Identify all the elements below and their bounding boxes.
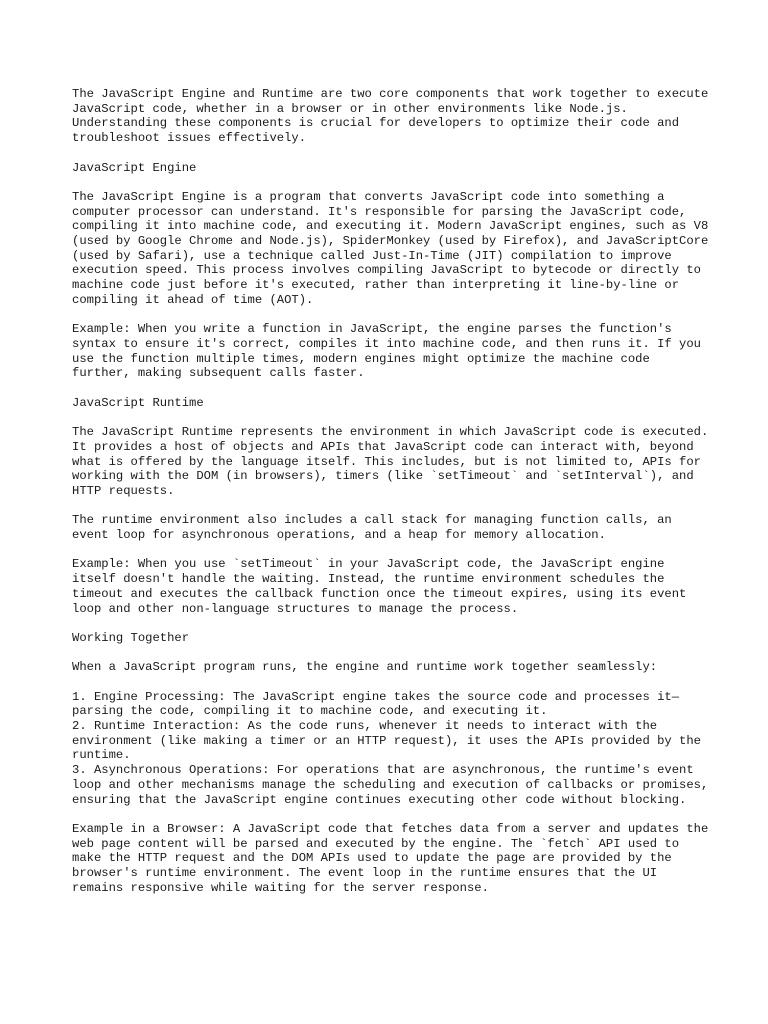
together-intro-paragraph: When a JavaScript program runs, the engine and runtime work together seamlessly: [72, 660, 658, 675]
runtime-components-paragraph: The runtime environment also includes a call stack for managing function calls, an event loop for asynchronous operations, and a heap for memory allocation. [72, 513, 672, 542]
runtime-heading: JavaScript Runtime [72, 395, 204, 410]
list-item: 1. Engine Processing: The JavaScript engine takes the source code and processes it—parsing the code, compiling it to machine code, and executing it. [72, 689, 680, 719]
engine-paragraph: The JavaScript Engine is a program that converts JavaScript code into something a computer processor can understand. It's responsible for parsing the JavaScript code, compiling it into machine code, and executing it. Modern JavaScript engines, such as V8 (used by Google Chrome and Node.js), SpiderMonkey (used by Firefox), and JavaScriptCore (used by Safari), use a technique called Just-In-Time (JIT) compilation to improve execution speed. This process involves compiling JavaScript to bytecode or directly to machine code just before it's executed, rather than interpreting it line-by-line or compiling it ahead of time (AOT). [72, 189, 709, 307]
runtime-example-paragraph: Example: When you use `setTimeout` in your JavaScript code, the JavaScript engine itself doesn't handle the waiting. Instead, the runtime environment schedules the timeout and executes the callback function once the timeout expires, using its event loop and other non-language structures to manage the process. [72, 557, 687, 616]
document-page [72, 87, 712, 910]
intro-paragraph: The JavaScript Engine and Runtime are two core components that work together to execute JavaScript code, whether in a browser or in other environments like Node.js. Understanding these components is crucial for developers to optimize their code and troubleshoot issues effectively. [72, 87, 709, 146]
steps-list [72, 690, 712, 808]
browser-example-paragraph: Example in a Browser: A JavaScript code that fetches data from a server and updates the web page content will be parsed and executed by the engine. The `fetch` API used to make the HTTP request and the DOM APIs used to update the page are provided by the browser's runtime environment. The event loop in the runtime ensures that the UI remains responsive while waiting for the server response. [72, 821, 709, 895]
list-item: 2. Runtime Interaction: As the code runs, whenever it needs to interact with the environment (like making a timer or an HTTP request), it uses the APIs provided by the runtime. [72, 719, 701, 763]
runtime-paragraph: The JavaScript Runtime represents the environment in which JavaScript code is executed. It provides a host of objects and APIs that JavaScript code can interact with, beyond what is offered by the language itself. This includes, but is not limited to, APIs for working with the DOM (in browsers), timers (like `setTimeout` and `setInterval`), and HTTP requests. [72, 425, 709, 498]
engine-heading: JavaScript Engine [72, 160, 197, 175]
engine-example-paragraph: Example: When you write a function in JavaScript, the engine parses the function's syntax to ensure it's correct, compiles it into machine code, and then runs it. If you use the function multiple times, modern engines might optimize the machine code further, making subsequent calls faster. [72, 322, 701, 381]
list-item: 3. Asynchronous Operations: For operations that are asynchronous, the runtime's event loop and other mechanisms manage the scheduling and execution of callbacks or promises, ensuring that the JavaScript engine continues executing other code without blocking. [72, 763, 709, 807]
together-heading: Working Together [72, 630, 190, 645]
